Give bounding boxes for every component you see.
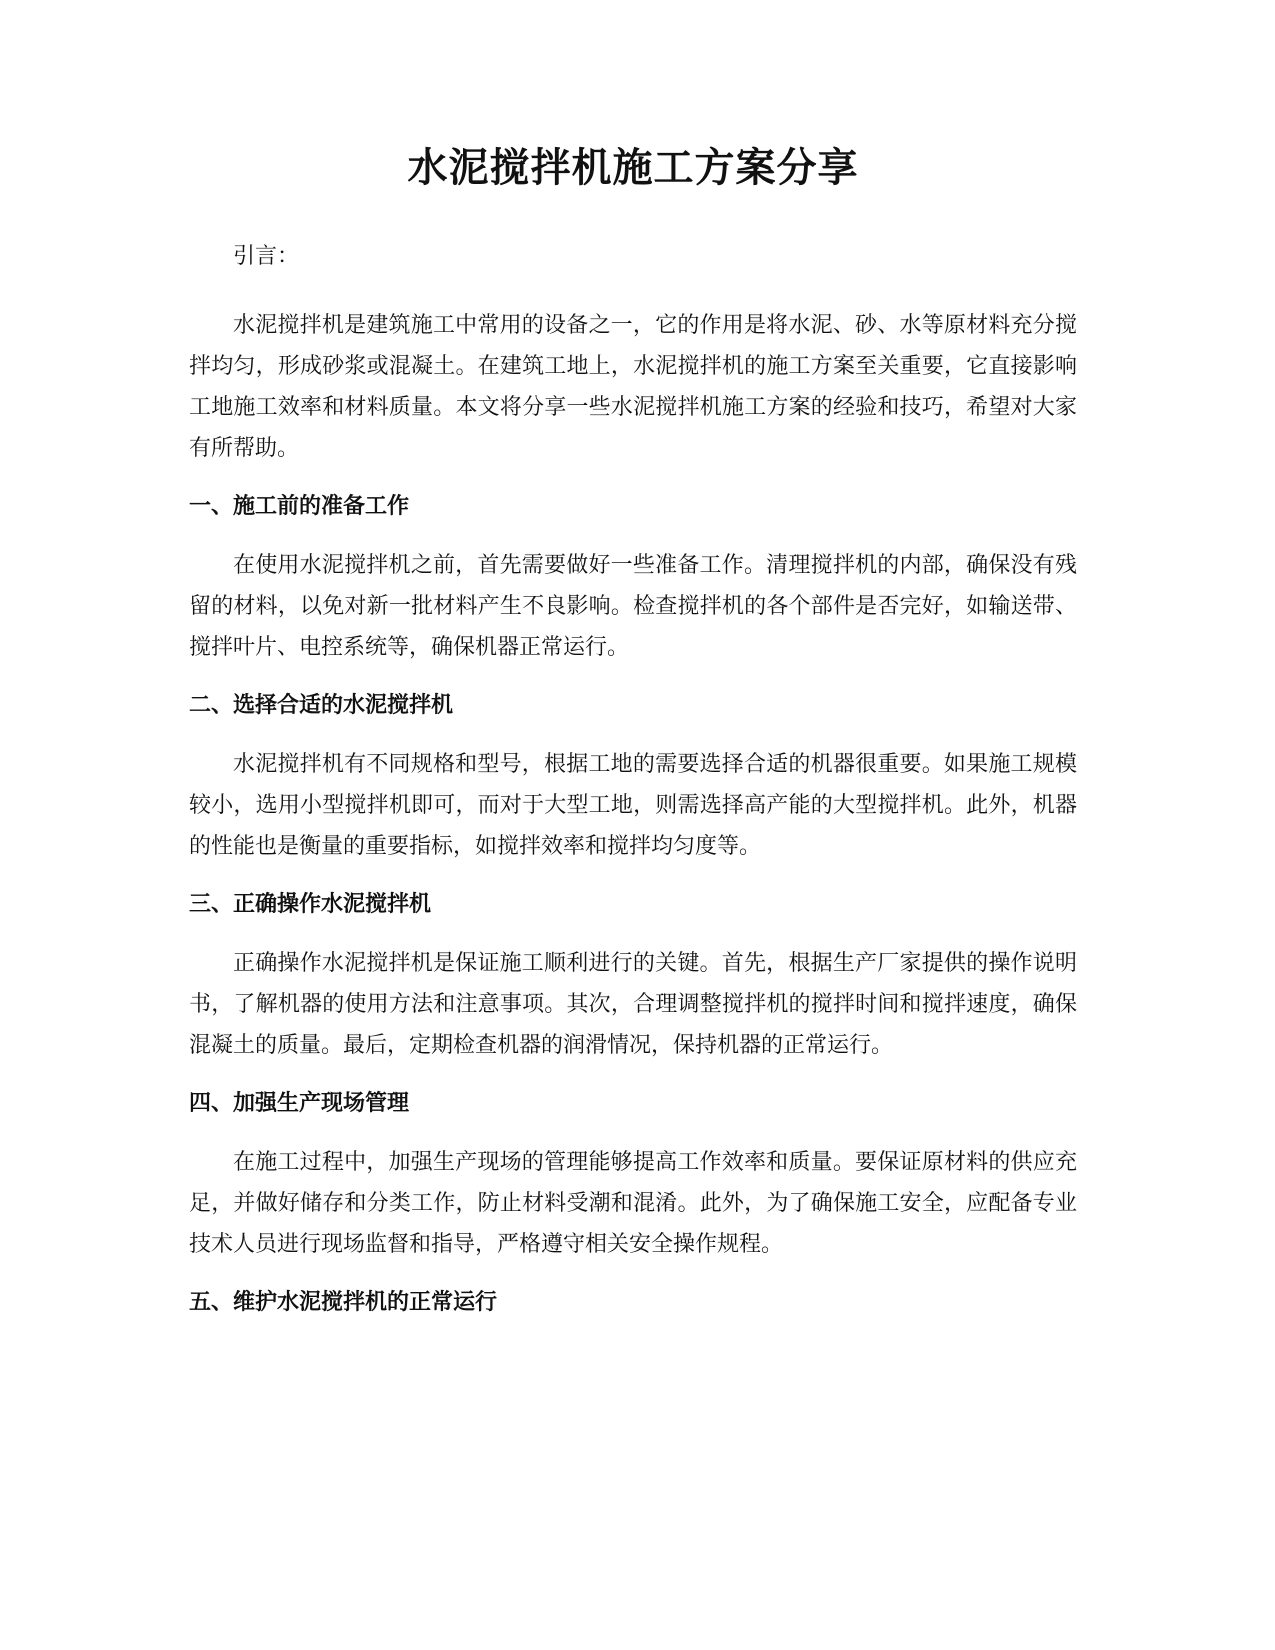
section-2-paragraph: 水泥搅拌机有不同规格和型号，根据工地的需要选择合适的机器很重要。如果施工规模较小，选用小型搅拌机即可，而对于大型工地，则需选择高产能的大型搅拌机。此外，机器的性能也是衡量的重要指标，如搅拌效率和搅拌均匀度等。 [189, 752, 1077, 859]
section-3-heading: 三、正确操作水泥搅拌机 [189, 892, 432, 917]
section-3-paragraph: 正确操作水泥搅拌机是保证施工顺利进行的关键。首先，根据生产厂家提供的操作说明书，了解机器的使用方法和注意事项。其次，合理调整搅拌机的搅拌时间和搅拌速度，确保混凝土的质量。最后，定期检查机器的润滑情况，保持机器的正常运行。 [189, 951, 1077, 1058]
section-4-paragraph: 在施工过程中，加强生产现场的管理能够提高工作效率和质量。要保证原材料的供应充足，并做好储存和分类工作，防止材料受潮和混淆。此外，为了确保施工安全，应配备专业技术人员进行现场监督和指导，严格遵守相关安全操作规程。 [189, 1150, 1077, 1257]
intro-label: 引言： [233, 244, 300, 269]
section-5-heading: 五、维护水泥搅拌机的正常运行 [189, 1290, 498, 1315]
section-4-heading: 四、加强生产现场管理 [189, 1091, 410, 1116]
section-1-paragraph: 在使用水泥搅拌机之前，首先需要做好一些准备工作。清理搅拌机的内部，确保没有残留的材料，以免对新一批材料产生不良影响。检查搅拌机的各个部件是否完好，如输送带、搅拌叶片、电控系统等，确保机器正常运行。 [189, 553, 1077, 660]
section-1-heading: 一、施工前的准备工作 [189, 494, 410, 519]
intro-paragraph: 水泥搅拌机是建筑施工中常用的设备之一，它的作用是将水泥、砂、水等原材料充分搅拌均匀，形成砂浆或混凝土。在建筑工地上，水泥搅拌机的施工方案至关重要，它直接影响工地施工效率和材料质量。本文将分享一些水泥搅拌机施工方案的经验和技巧，希望对大家有所帮助。 [189, 313, 1077, 461]
document-title: 水泥搅拌机施工方案分享 [407, 145, 859, 191]
section-2-heading: 二、选择合适的水泥搅拌机 [189, 693, 454, 718]
